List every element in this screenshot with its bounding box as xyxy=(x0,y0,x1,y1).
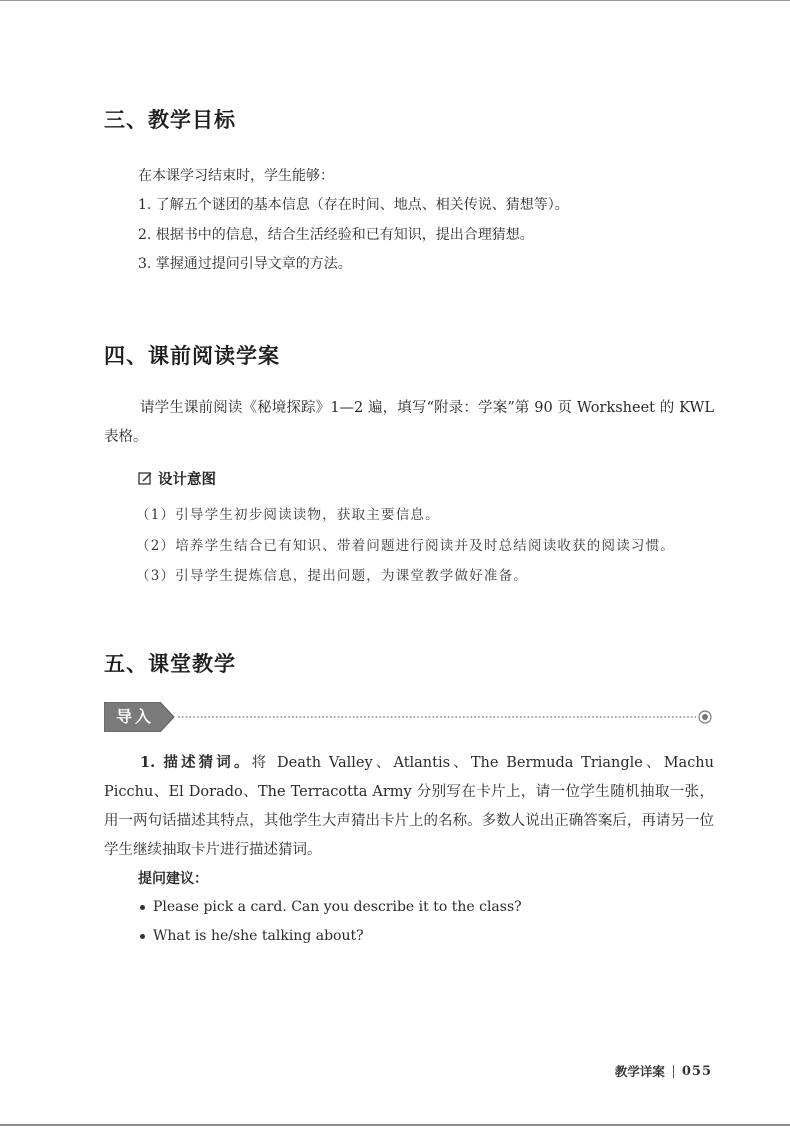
edit-icon xyxy=(138,471,153,486)
step-body: 将 Death Valley、Atlantis、The Bermuda Triangle、Machu Picchu、El Dorado、The Terracotta Army 分别写在卡片上，请一位学生随机抽取一张，用一两句话描述其特点，其他学生大声猜出卡片上的名称。多数人说出正确答案后，再请另一位学生继续抽取卡片进行描述猜词。 xyxy=(104,755,714,858)
footer-divider xyxy=(673,1065,674,1078)
question-text: What is he/she talking about? xyxy=(153,928,364,944)
page-top-border xyxy=(0,0,790,1)
page-footer xyxy=(615,1062,712,1080)
page-number: 055 xyxy=(681,1063,712,1079)
section-banner xyxy=(104,702,716,732)
objective-item: 3. 掌握通过提问引导文章的方法。 xyxy=(138,256,352,272)
question-text: Please pick a card. Can you describe it to the class? xyxy=(153,899,522,915)
objectives-intro: 在本课学习结束时，学生能够： xyxy=(138,168,334,184)
design-intent-item: （3）引导学生提炼信息，提出问题，为课堂教学做好准备。 xyxy=(136,568,528,584)
design-intent-item: （1）引导学生初步阅读读物，获取主要信息。 xyxy=(136,507,440,523)
section-title-objectives: 三、教学目标 xyxy=(104,108,236,132)
objective-item: 1. 了解五个谜团的基本信息（存在时间、地点、相关传说、猜想等）。 xyxy=(138,197,569,213)
bullet-icon xyxy=(140,905,145,910)
question-item xyxy=(140,899,522,915)
footer-label: 教学详案 xyxy=(614,1064,665,1079)
banner-label-lead-in: 导入 xyxy=(115,707,154,726)
questions-label: 提问建议： xyxy=(138,871,208,887)
prereading-paragraph: 请学生课前阅读《秘境探踪》1—2 遍，填写“附录：学案”第 90 页 Worksheet 的 KWL 表格。 xyxy=(104,400,714,445)
page-bottom-border xyxy=(0,1124,790,1126)
design-intent-label: 设计意图 xyxy=(158,472,216,488)
design-intent-item: （2）培养学生结合已有知识、带着问题进行阅读并及时总结阅读收获的阅读习惯。 xyxy=(136,538,675,554)
section-title-classroom: 五、课堂教学 xyxy=(104,652,236,676)
step-label: 1. 描述猜词。 xyxy=(140,754,252,771)
bullet-icon xyxy=(140,934,145,939)
question-item xyxy=(140,928,364,944)
section-title-prereading: 四、课前阅读学案 xyxy=(104,344,280,368)
objective-item: 2. 根据书中的信息，结合生活经验和已有知识，提出合理猜想。 xyxy=(138,227,534,243)
design-intent-heading xyxy=(138,468,216,489)
lead-in-paragraph xyxy=(104,748,714,865)
